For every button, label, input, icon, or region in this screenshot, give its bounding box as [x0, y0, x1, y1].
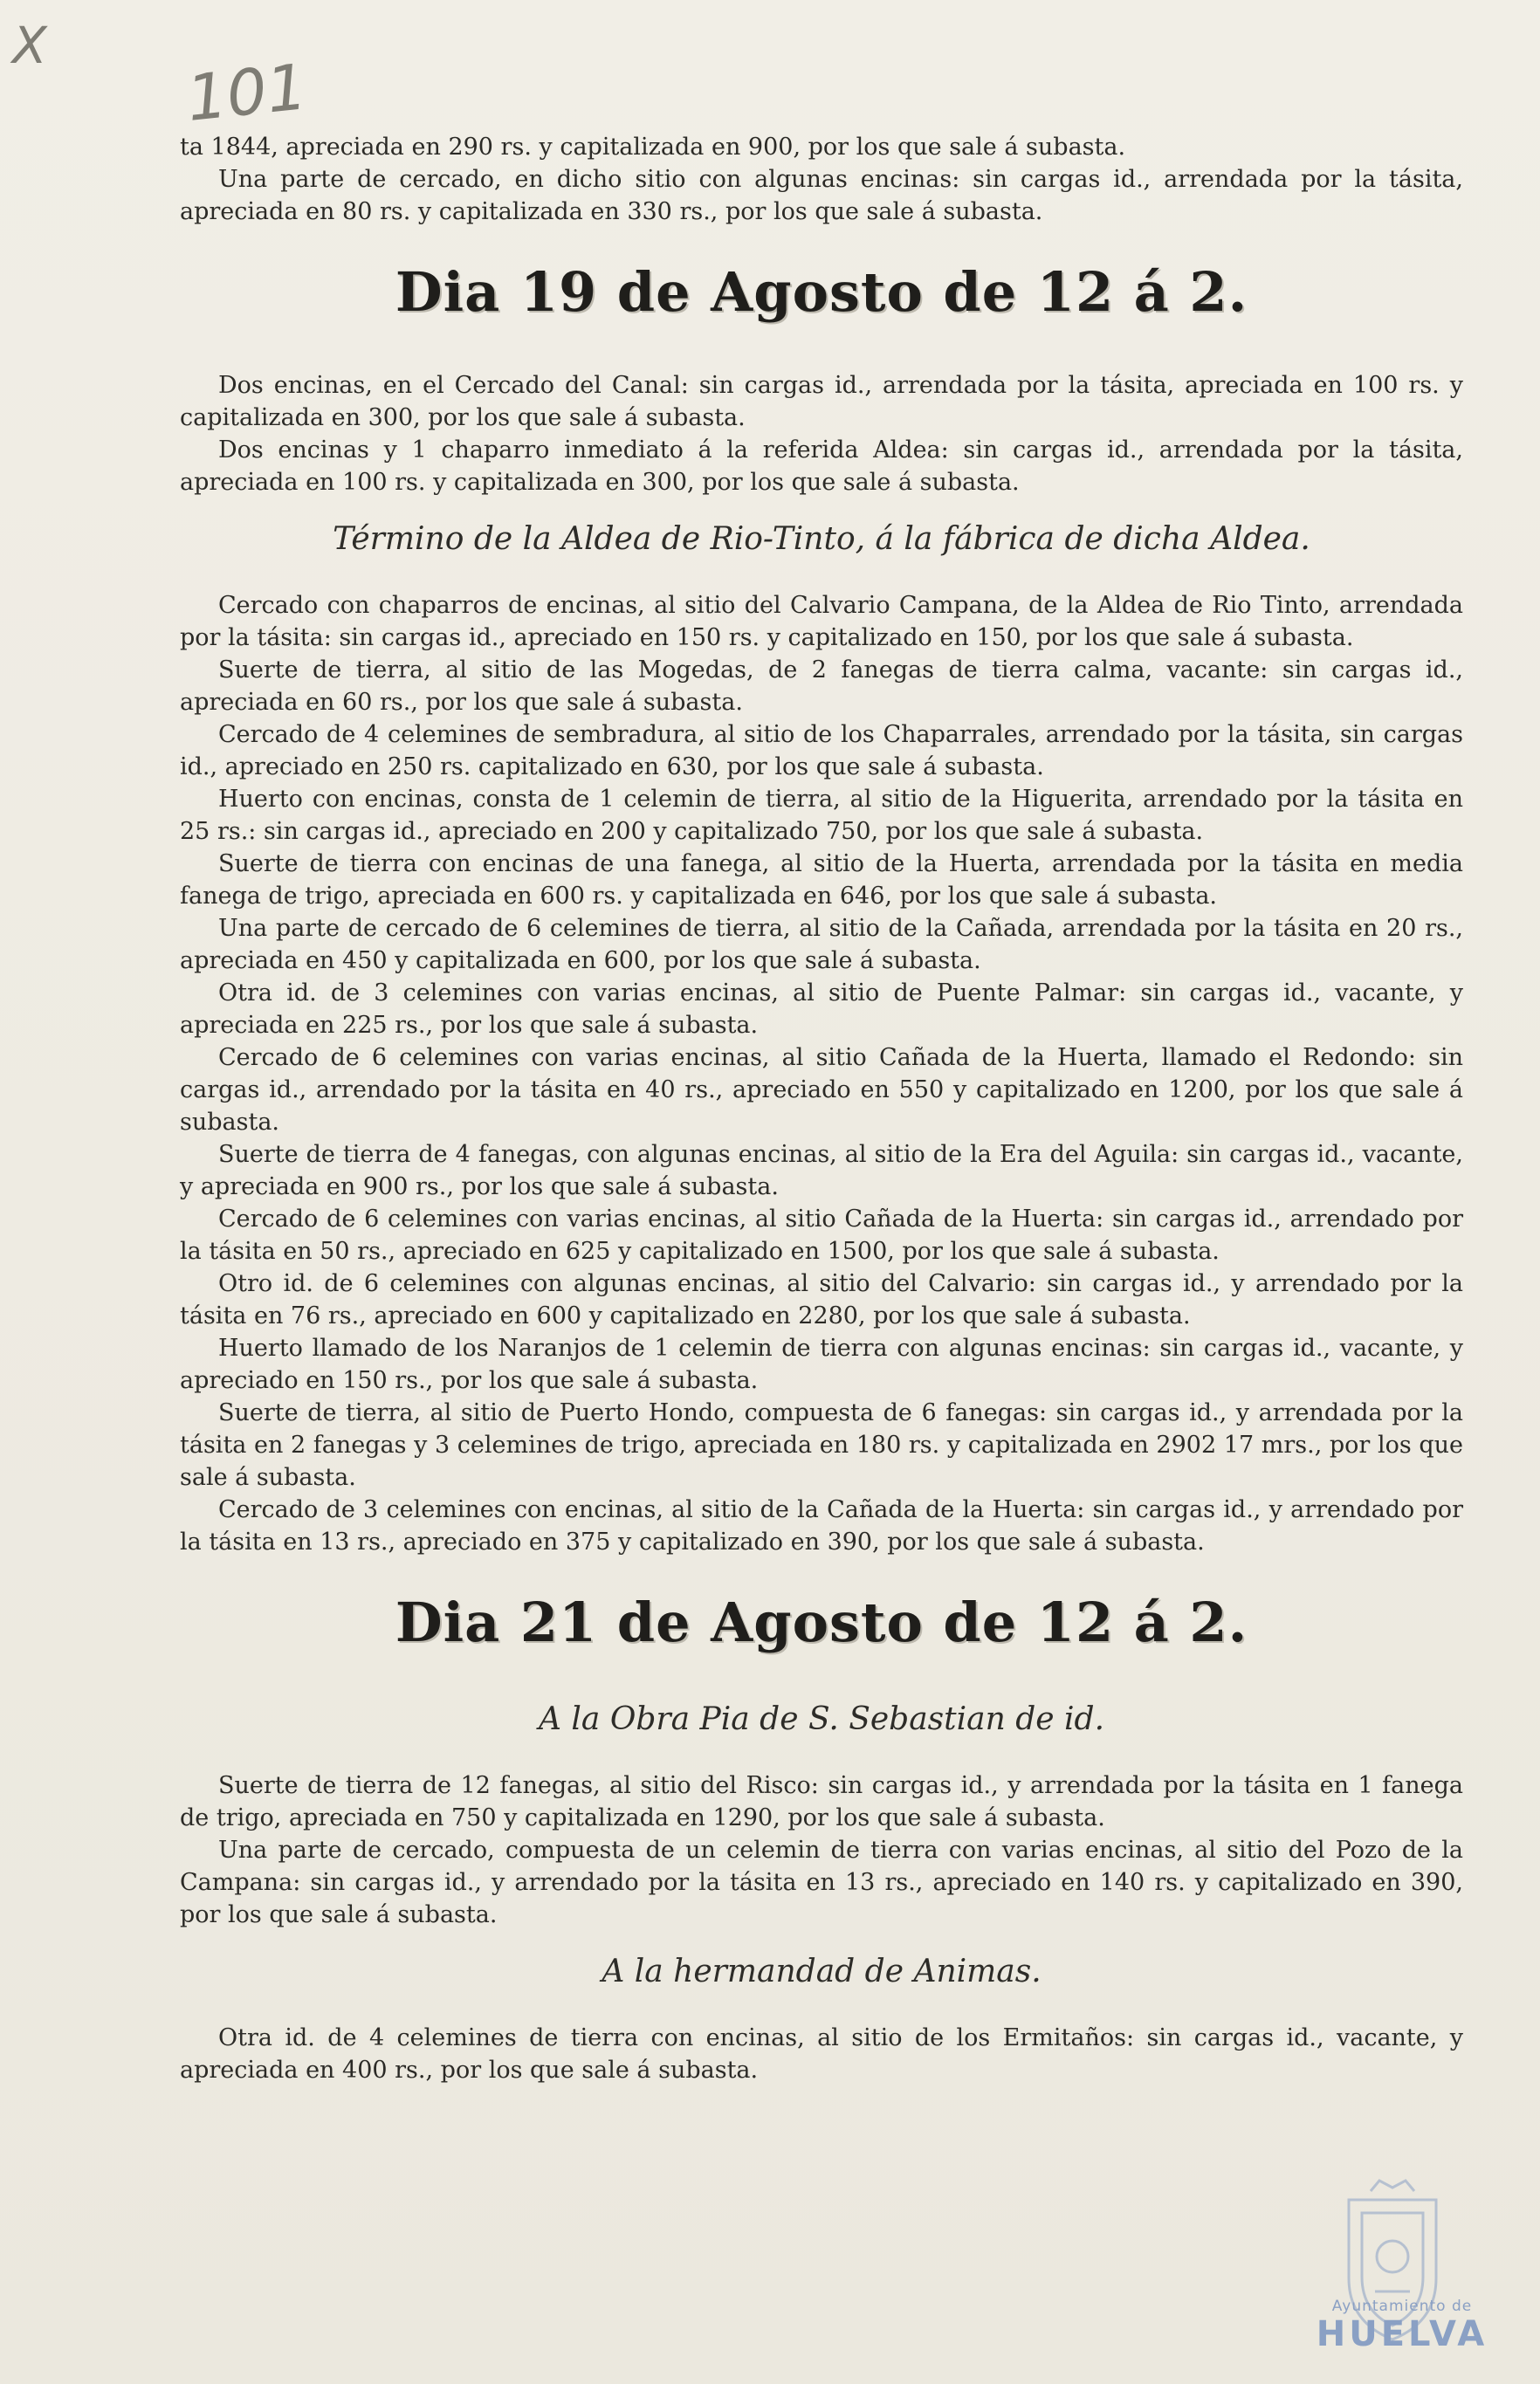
paragraph: Cercado de 4 celemines de sembradura, al sitio de los Chaparrales, arrendado por la tásita, sin cargas id., apreciado en 250 rs. capitalizado en 630, por los que sale á subasta.	[180, 721, 1463, 780]
section-heading-day-21: Dia 21 de Agosto de 12 á 2.	[395, 1590, 1248, 1654]
paragraph: Huerto llamado de los Naranjos de 1 celemin de tierra con algunas encinas: sin cargas id., vacante, y apreciado en 150 rs., por los que sale á subasta.	[180, 1335, 1463, 1394]
seal-label-city: HUELVA	[1316, 2314, 1488, 2354]
seal-label	[1297, 2298, 1507, 2353]
paragraph: Cercado de 6 celemines con varias encinas, al sitio Cañada de la Huerta: sin cargas id., arrendado por la tásita en 50 rs., apreciado en 625 y capitalizado en 1500, por los que sale á subasta.	[180, 1206, 1463, 1265]
subheading-hermandad: A la hermandad de Animas.	[602, 1954, 1042, 1989]
seal-label-top: Ayuntamiento de	[1331, 2298, 1473, 2315]
document-body	[180, 131, 1463, 2086]
paragraph: Cercado de 6 celemines con varias encinas, al sitio Cañada de la Huerta, llamado el Redondo: sin cargas id., arrendado por la tásita en 40 rs., apreciado en 550 y capitalizado en 1200, por los que sale á subasta.	[180, 1044, 1463, 1136]
section-heading-day-19: Dia 19 de Agosto de 12 á 2.	[395, 260, 1248, 324]
subheading-obra-pia: A la Obra Pia de S. Sebastian de id.	[538, 1701, 1105, 1737]
paragraph: Suerte de tierra con encinas de una fanega, al sitio de la Huerta, arrendada por la tásita en media fanega de trigo, apreciada en 600 rs. y capitalizada en 646, por los que sale á subasta.	[180, 850, 1463, 910]
paragraph: Suerte de tierra de 4 fanegas, con algunas encinas, al sitio de la Era del Aguila: sin cargas id., vacante, y apreciada en 900 rs., por los que sale á subasta.	[180, 1141, 1463, 1200]
paragraph: ta 1844, apreciada en 290 rs. y capitalizada en 900, por los que sale á subasta.	[180, 134, 1126, 161]
paragraph: Dos encinas y 1 chaparro inmediato á la referida Aldea: sin cargas id., arrendada por la tásita, apreciada en 100 rs. y capitalizada en 300, por los que sale á subasta.	[180, 436, 1463, 496]
paragraph: Una parte de cercado, compuesta de un celemin de tierra con varias encinas, al sitio del Pozo de la Campana: sin cargas id., y arrendado por la tásita en 13 rs., apreciado en 140 rs. y capitalizado en 390, por los que sale á subasta.	[180, 1837, 1463, 1928]
subheading-rio-tinto: Término de la Aldea de Rio-Tinto, á la fábrica de dicha Aldea.	[333, 521, 1310, 557]
paragraph: Otro id. de 6 celemines con algunas encinas, al sitio del Calvario: sin cargas id., y arrendado por la tásita en 76 rs., apreciado en 600 y capitalizado en 2280, por los que sale á subasta.	[180, 1270, 1463, 1329]
paragraph: Otra id. de 4 celemines de tierra con encinas, al sitio de los Ermitaños: sin cargas id., vacante, y apreciada en 400 rs., por los que sale á subasta.	[180, 2024, 1463, 2084]
paragraph: Suerte de tierra, al sitio de Puerto Hondo, compuesta de 6 fanegas: sin cargas id., y arrendada por la tásita en 2 fanegas y 3 celemines de trigo, apreciada en 180 rs. y capitalizada en 2902 17 mrs., por los que sale á subasta.	[180, 1399, 1463, 1491]
paragraph: Cercado de 3 celemines con encinas, al sitio de la Cañada de la Huerta: sin cargas id., y arrendado por la tásita en 13 rs., apreciado en 375 y capitalizado en 390, por los que sale á subasta.	[180, 1496, 1463, 1556]
handwritten-mark: X	[12, 16, 47, 75]
paragraph: Huerto con encinas, consta de 1 celemin de tierra, al sitio de la Higuerita, arrendado por la tásita en 25 rs.: sin cargas id., apreciado en 200 y capitalizado 750, por los que sale á subasta.	[180, 786, 1463, 845]
paragraph: Una parte de cercado de 6 celemines de tierra, al sitio de la Cañada, arrendada por la tásita en 20 rs., apreciada en 450 y capitalizada en 600, por los que sale á subasta.	[180, 915, 1463, 974]
handwritten-folio-number: 101	[182, 50, 311, 135]
paragraph: Dos encinas, en el Cercado del Canal: sin cargas id., arrendada por la tásita, apreciada en 100 rs. y capitalizada en 300, por los que sale á subasta.	[180, 372, 1463, 431]
paragraph: Otra id. de 3 celemines con varias encinas, al sitio de Puente Palmar: sin cargas id., vacante, y apreciada en 225 rs., por los que sale á subasta.	[180, 979, 1463, 1039]
paragraph: Suerte de tierra de 12 fanegas, al sitio del Risco: sin cargas id., y arrendada por la tásita en 1 fanega de trigo, apreciada en 750 y capitalizada en 1290, por los que sale á subasta.	[180, 1772, 1463, 1831]
paragraph: Una parte de cercado, en dicho sitio con algunas encinas: sin cargas id., arrendada por la tásita, apreciada en 80 rs. y capitalizada en 330 rs., por los que sale á subasta.	[180, 166, 1463, 225]
paragraph: Suerte de tierra, al sitio de las Mogedas, de 2 fanegas de tierra calma, vacante: sin cargas id., apreciada en 60 rs., por los que sale á subasta.	[180, 656, 1463, 716]
paragraph: Cercado con chaparros de encinas, al sitio del Calvario Campana, de la Aldea de Rio Tinto, arrendada por la tásita: sin cargas id., apreciado en 150 rs. y capitalizado en 150, por los que sale á subasta.	[180, 592, 1463, 651]
